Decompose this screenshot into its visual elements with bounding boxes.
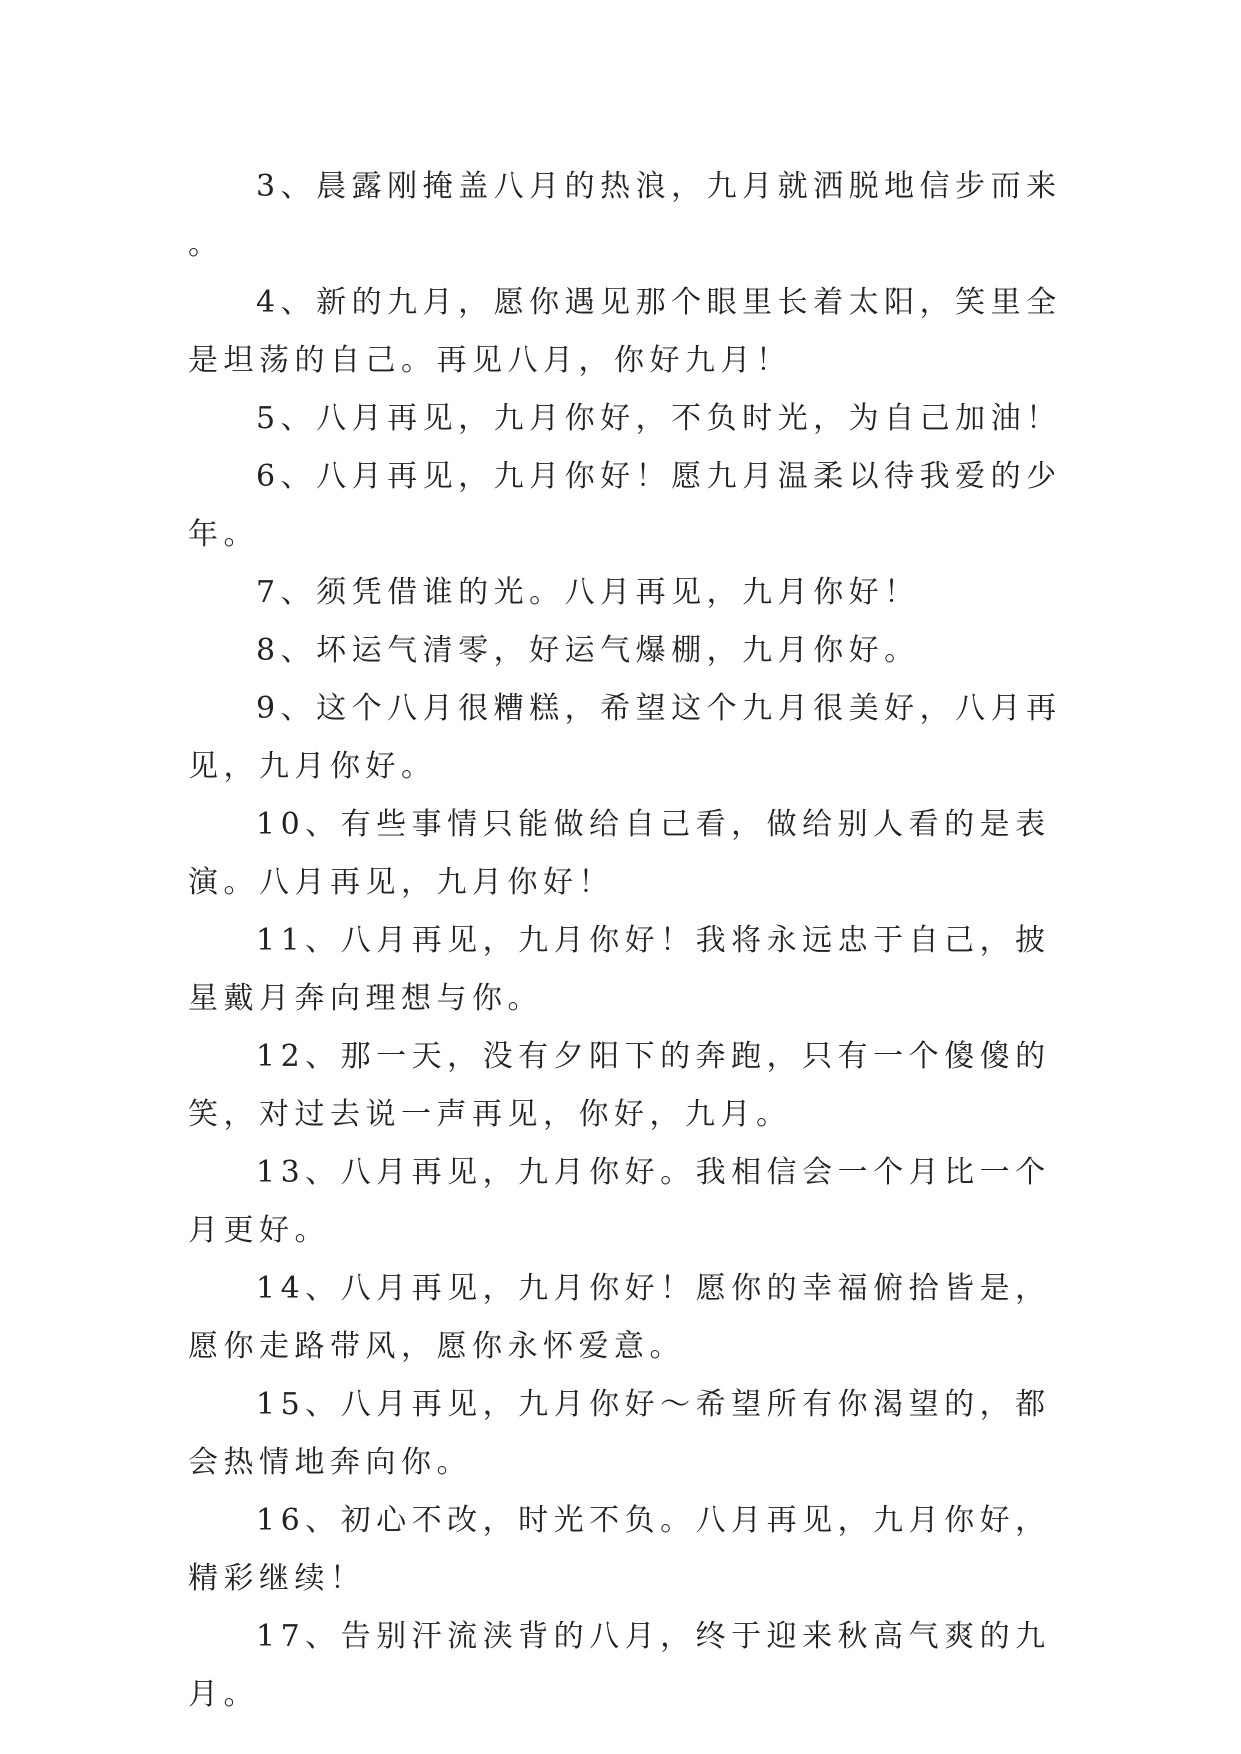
paragraph-6: 6、八月再见，九月你好！愿九月温柔以待我爱的少年。 — [188, 459, 1062, 552]
paragraph-11: 11、八月再见，九月你好！我将永远忠于自己，披星戴月奔向理想与你。 — [188, 923, 1051, 1016]
paragraph-12: 12、那一天，没有夕阳下的奔跑，只有一个傻傻的笑，对过去说一声再见，你好，九月。 — [188, 1039, 1051, 1132]
paragraph-5: 5、八月再见，九月你好，不负时光，为自己加油！ — [256, 401, 1062, 436]
paragraph-8: 8、坏运气清零，好运气爆棚，九月你好。 — [256, 633, 920, 668]
paragraph-4: 4、新的九月，愿你遇见那个眼里长着太阳，笑里全是坦荡的自己。再见八月，你好九月！ — [188, 285, 1062, 378]
document-body — [188, 158, 1068, 1724]
paragraph-14: 14、八月再见，九月你好！愿你的幸福俯拾皆是，愿你走路带风，愿你永怀爱意。 — [188, 1271, 1051, 1364]
paragraph-9: 9、这个八月很糟糕，希望这个九月很美好，八月再见，九月你好。 — [188, 691, 1062, 784]
paragraph-17: 17、告别汗流浃背的八月，终于迎来秋高气爽的九月。 — [188, 1619, 1051, 1712]
paragraph-15: 15、八月再见，九月你好～希望所有你渴望的，都会热情地奔向你。 — [188, 1387, 1051, 1480]
paragraph-3: 3、晨露刚掩盖八月的热浪，九月就洒脱地信步而来。 — [188, 169, 1062, 262]
paragraph-10: 10、有些事情只能做给自己看，做给别人看的是表演。八月再见，九月你好！ — [188, 807, 1051, 900]
paragraph-7: 7、须凭借谁的光。八月再见，九月你好！ — [256, 575, 920, 610]
paragraph-16: 16、初心不改，时光不负。八月再见，九月你好，精彩继续！ — [188, 1503, 1051, 1596]
paragraph-13: 13、八月再见，九月你好。我相信会一个月比一个月更好。 — [188, 1155, 1051, 1248]
